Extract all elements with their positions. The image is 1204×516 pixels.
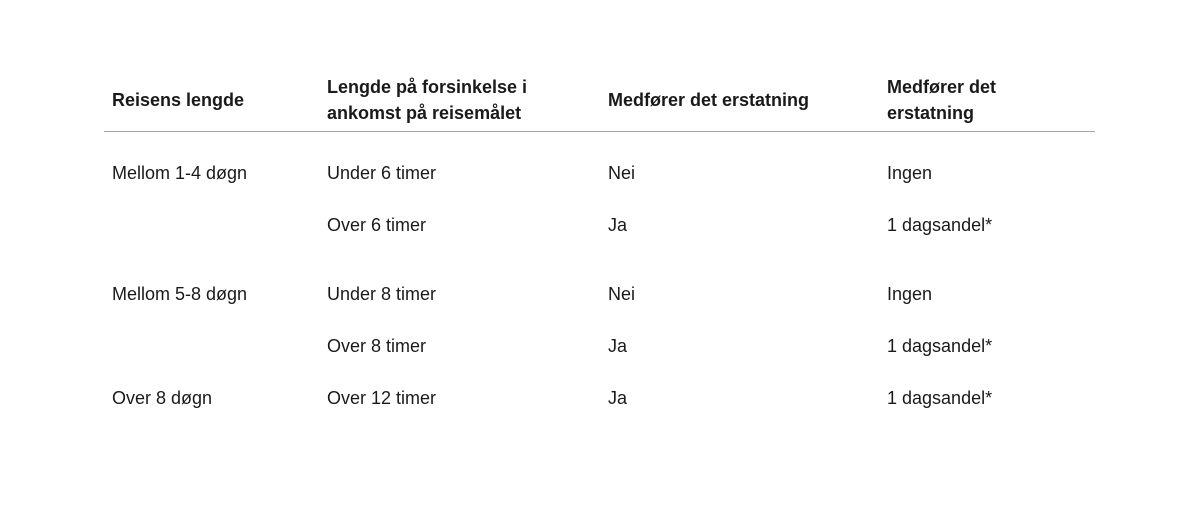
cell-delay: Over 12 timer (327, 388, 437, 408)
cell-compensation: Ja (608, 388, 628, 408)
header-compensation-amount-line1: Medfører det (887, 77, 997, 97)
header-delay-length-line2: ankomst på reisemålet (327, 103, 522, 123)
cell-compensation: Ja (608, 215, 628, 235)
header-compensation: Medfører det erstatning (608, 90, 810, 110)
cell-compensation: Ja (608, 336, 628, 356)
cell-compensation: Nei (608, 163, 636, 183)
cell-delay: Over 6 timer (327, 215, 427, 235)
cell-amount: 1 dagsandel* (887, 388, 993, 408)
header-divider (104, 131, 1095, 132)
cell-trip-length: Mellom 1-4 døgn (112, 163, 248, 183)
cell-trip-length: Over 8 døgn (112, 388, 213, 408)
cell-delay: Under 8 timer (327, 284, 437, 304)
header-delay-length-line1: Lengde på forsinkelse i (327, 77, 528, 97)
cell-delay: Over 8 timer (327, 336, 427, 356)
cell-trip-length: Mellom 5-8 døgn (112, 284, 248, 304)
header-compensation-amount-line2: erstatning (887, 103, 975, 123)
cell-amount: Ingen (887, 163, 933, 183)
cell-compensation: Nei (608, 284, 636, 304)
cell-amount: 1 dagsandel* (887, 336, 993, 356)
cell-amount: 1 dagsandel* (887, 215, 993, 235)
cell-amount: Ingen (887, 284, 933, 304)
cell-delay: Under 6 timer (327, 163, 437, 183)
header-trip-length: Reisens lengde (112, 90, 245, 110)
compensation-table (104, 0, 1095, 516)
